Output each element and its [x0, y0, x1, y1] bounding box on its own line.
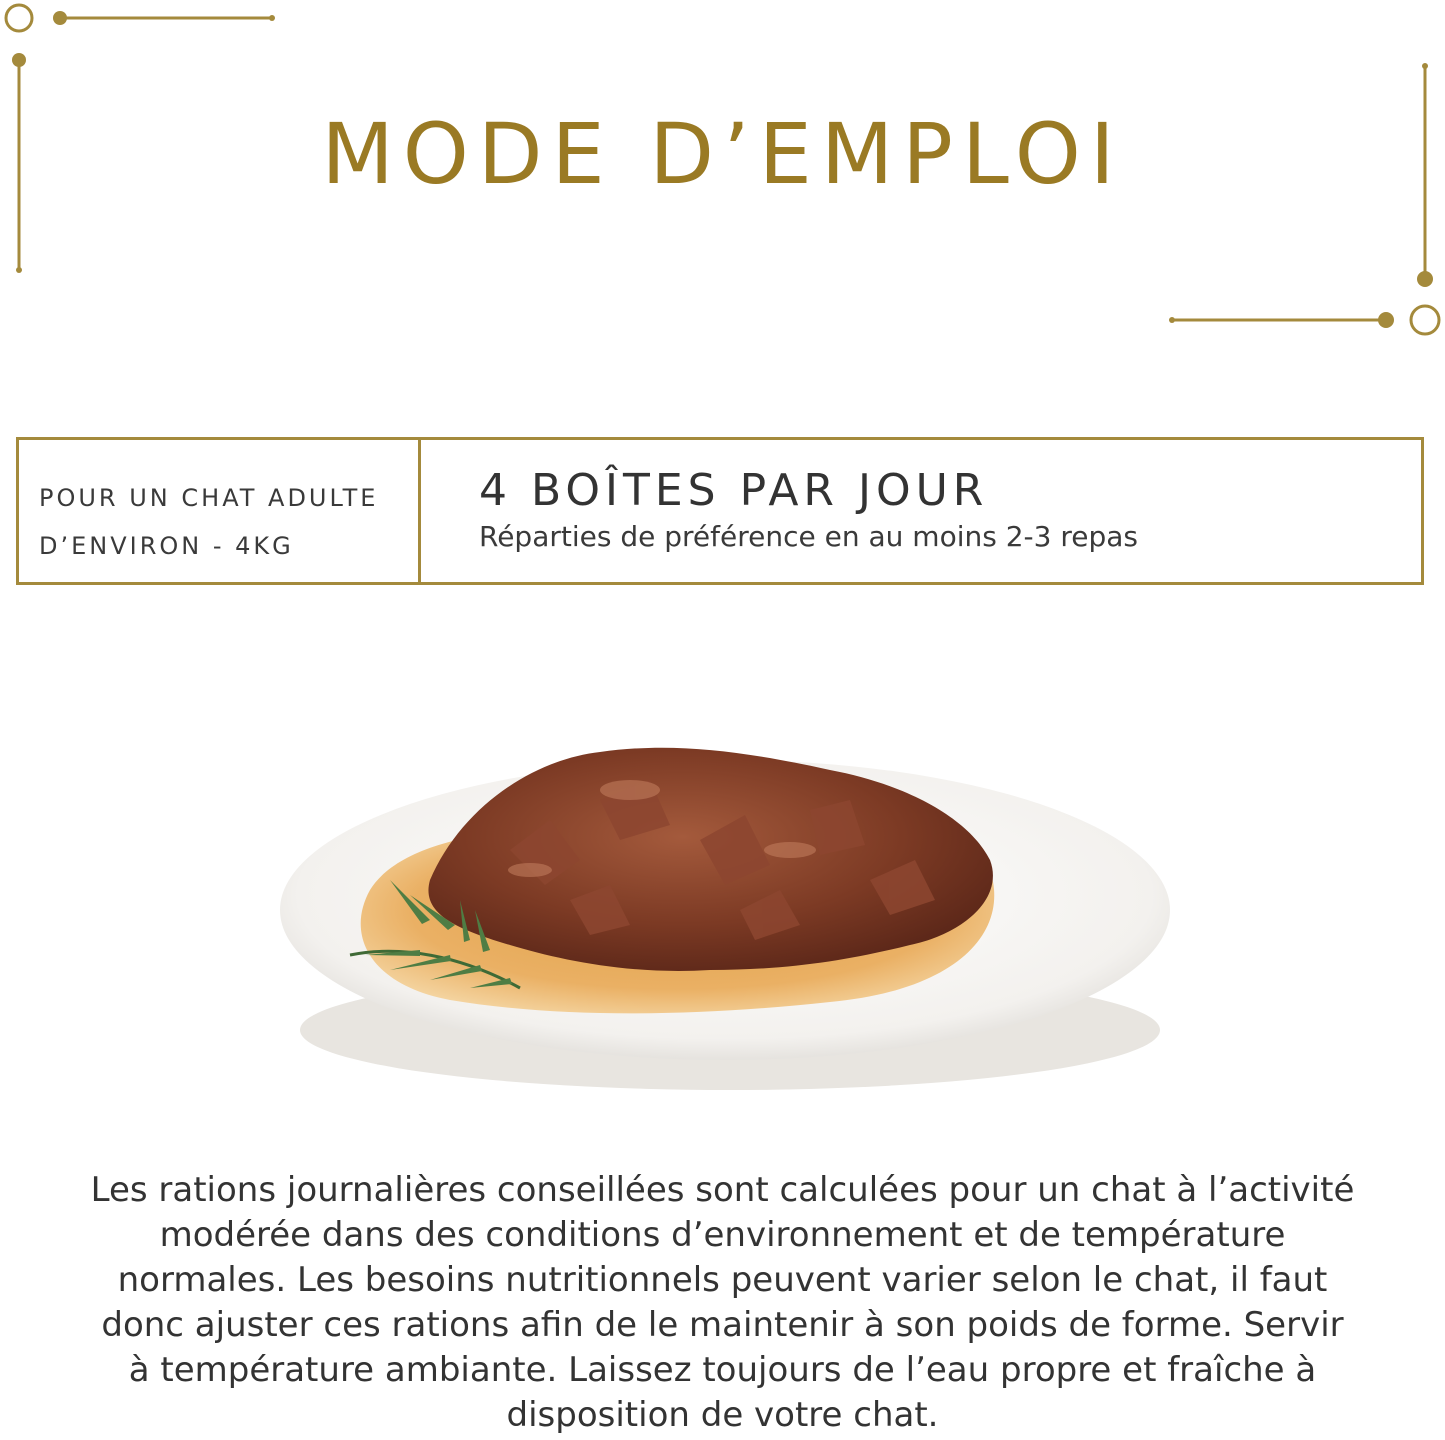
- dosage-note: Réparties de préférence en au moins 2-3 repas: [479, 519, 1138, 553]
- dosage-amount-cell: [421, 440, 1421, 582]
- dosage-target-line1: POUR UN CHAT ADULTE: [39, 484, 379, 512]
- dosage-amount: 4 BOÎTES PAR JOUR: [479, 465, 989, 516]
- feeding-instructions-text: Les rations journalières conseillées sont calculées pour un chat à l’activité modérée dans des conditions d’environnement et de température normales. Les besoins nutritionnels peuvent varier selon le chat, il faut donc ajuster ces rations afin de le maintenir à son poids de forme. Servir à température ambiante. Laissez toujours de l’eau propre et fraîche à disposition de votre chat.: [90, 1170, 1355, 1435]
- plate-food-image: [270, 730, 1180, 1110]
- page-title: MODE D’EMPLOI: [321, 105, 1124, 203]
- dosage-target-cell: [19, 440, 421, 582]
- dosage-table: [16, 437, 1424, 585]
- dosage-target-line2: D’ENVIRON - 4KG: [39, 532, 294, 560]
